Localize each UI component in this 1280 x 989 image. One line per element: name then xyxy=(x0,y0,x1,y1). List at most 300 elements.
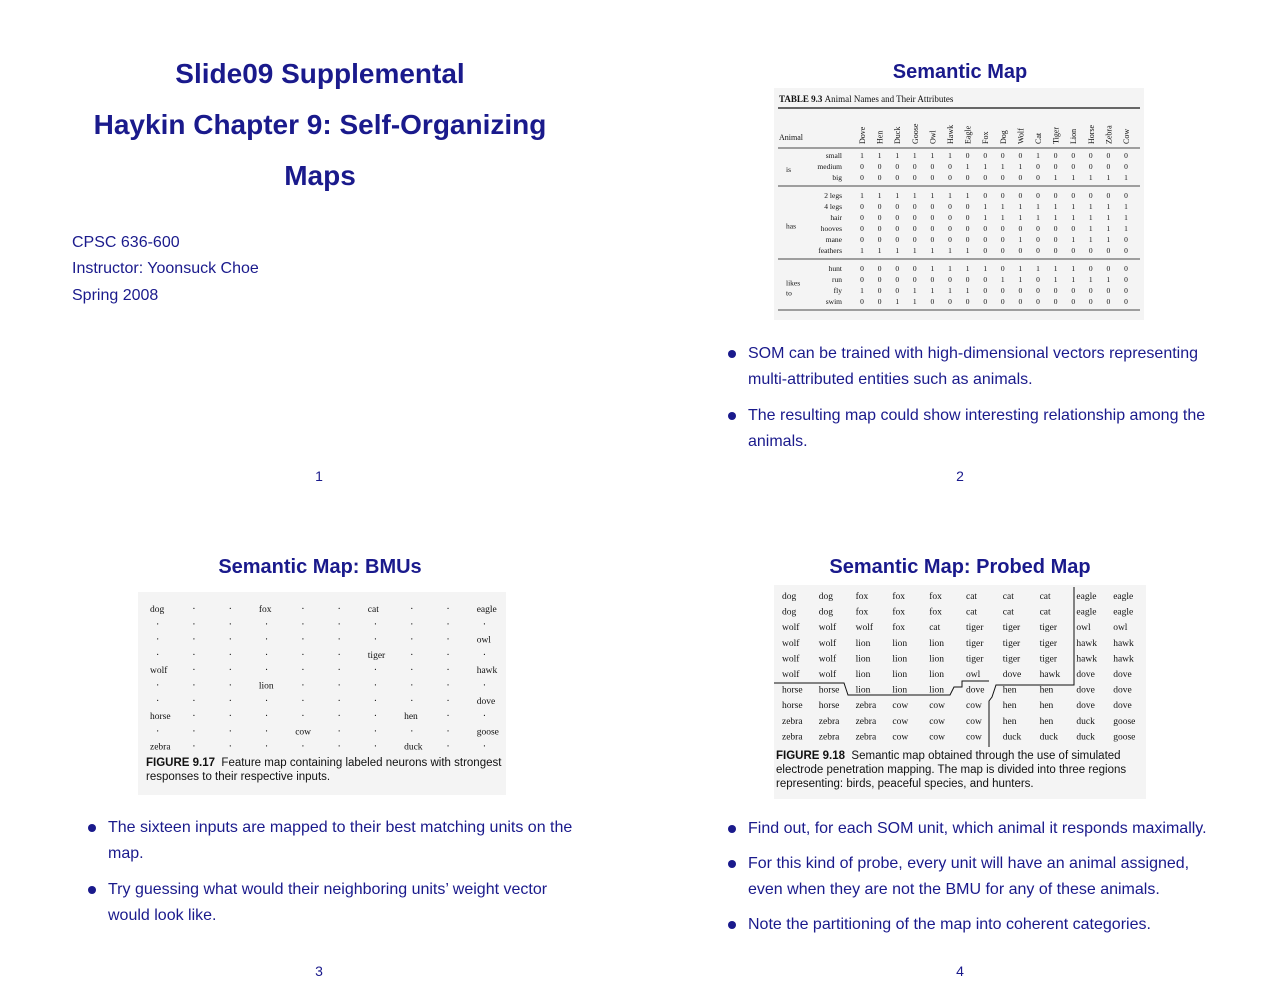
figure-9-18-caption xyxy=(776,749,1142,791)
table-cell: 0 xyxy=(1000,264,1005,273)
table-cell: 0 xyxy=(1036,191,1040,200)
table-cell: 1 xyxy=(983,162,988,171)
bullet-text: The sixteen inputs are mapped to their best matching units on the map. xyxy=(108,819,573,862)
map-unit-label: dove xyxy=(1076,701,1095,712)
map-unit-dot: · xyxy=(228,680,232,692)
map-unit-dot: · xyxy=(264,634,269,646)
map-unit-label: cow xyxy=(295,727,312,738)
map-unit-label: dog xyxy=(782,607,797,618)
map-unit-label: lion xyxy=(929,670,944,680)
map-unit-label: owl xyxy=(966,670,981,680)
table-cell: 0 xyxy=(1053,224,1058,233)
table-cell: 0 xyxy=(860,202,864,211)
map-unit-dot: · xyxy=(192,680,196,692)
animal-column-header: Horse xyxy=(1086,124,1096,144)
map-unit-label: eagle xyxy=(1113,607,1134,618)
table-cell: 0 xyxy=(877,286,882,295)
table-cell: 0 xyxy=(930,213,935,222)
map-unit-dot: · xyxy=(482,711,487,723)
map-unit-label: owl xyxy=(1113,623,1128,634)
map-unit-dot: · xyxy=(156,634,160,646)
table-cell: 1 xyxy=(1088,235,1093,244)
map-unit-label: hawk xyxy=(1076,638,1097,649)
map-unit-label: lion xyxy=(892,654,908,665)
map-unit-label: eagle xyxy=(1076,592,1097,602)
map-unit-label: wolf xyxy=(782,670,800,680)
map-unit-label: dove xyxy=(1002,670,1022,680)
table-cell: 0 xyxy=(1036,297,1040,306)
table-cell: 0 xyxy=(1088,162,1093,171)
map-unit-label: lion xyxy=(258,681,274,692)
table-cell: 1 xyxy=(1106,202,1111,211)
table-cell: 1 xyxy=(965,264,970,273)
map-unit-dot: · xyxy=(301,680,305,692)
attribute-label: big xyxy=(832,173,842,182)
table-cell: 0 xyxy=(1053,297,1058,306)
map-unit-dot: · xyxy=(156,695,160,707)
page-number-4: 4 xyxy=(956,963,964,979)
map-unit-label: tiger xyxy=(1002,638,1021,649)
table-cell: 0 xyxy=(912,202,917,211)
slide-3-title: Semantic Map: BMUs xyxy=(218,556,422,578)
map-unit-dot: · xyxy=(264,665,269,677)
table-cell: 1 xyxy=(1124,213,1128,222)
map-unit-label: eagle xyxy=(1076,607,1097,618)
map-unit-label: duck xyxy=(1076,716,1095,727)
term: Spring 2008 xyxy=(72,287,159,304)
map-unit-label: hen xyxy=(1039,716,1054,727)
map-unit-label: dog xyxy=(782,592,797,602)
map-unit-dot: · xyxy=(446,741,450,753)
group-label: likes xyxy=(786,278,801,288)
attribute-label: hooves xyxy=(820,224,842,233)
map-unit-label: fox xyxy=(855,607,869,618)
map-unit-dot: · xyxy=(228,726,232,738)
map-unit-dot: · xyxy=(337,619,341,631)
map-unit-label: cat xyxy=(929,623,941,634)
table-cell: 1 xyxy=(895,246,900,255)
map-unit-label: tiger xyxy=(966,623,984,634)
map-unit-label: wolf xyxy=(818,654,837,665)
animal-column-header: Cow xyxy=(1122,128,1131,144)
table-cell: 0 xyxy=(1088,286,1093,295)
map-unit-dot: · xyxy=(410,604,414,615)
table-cell: 0 xyxy=(948,275,952,284)
table-cell: 0 xyxy=(1106,151,1111,160)
bullet xyxy=(88,877,578,929)
map-unit-dot: · xyxy=(264,711,269,723)
table-cell: 0 xyxy=(983,286,988,295)
map-unit-dot: · xyxy=(301,649,305,661)
table-cell: 1 xyxy=(930,264,935,273)
table-cell: 0 xyxy=(983,275,988,284)
map-unit-label: cow xyxy=(892,732,909,743)
table-cell: 1 xyxy=(1053,173,1058,182)
table-cell: 0 xyxy=(1018,191,1023,200)
probed-feature-map xyxy=(774,585,1146,747)
map-unit-label: tiger xyxy=(1002,654,1021,665)
map-unit-dot: · xyxy=(337,711,341,723)
table-cell: 0 xyxy=(1088,191,1093,200)
map-unit-label: hawk xyxy=(1039,670,1061,680)
map-unit-dot: · xyxy=(446,680,450,692)
table-cell: 1 xyxy=(983,213,988,222)
map-unit-label: tiger xyxy=(966,654,984,665)
table-cell: 0 xyxy=(1106,246,1111,255)
table-cell: 0 xyxy=(877,162,882,171)
table-cell: 0 xyxy=(1053,162,1058,171)
map-unit-label: wolf xyxy=(782,654,800,665)
map-unit-dot: · xyxy=(482,649,487,661)
probed-map-image xyxy=(774,585,1146,799)
map-unit-label: lion xyxy=(892,670,908,680)
map-unit-label: hawk xyxy=(476,666,498,677)
table-cell: 1 xyxy=(1071,213,1076,222)
slide-1-title-line-2: Haykin Chapter 9: Self-Organizing xyxy=(93,109,547,140)
table-cell: 0 xyxy=(1036,162,1040,171)
animal-column-header: Wolf xyxy=(1016,128,1026,144)
animal-column-header: Dog xyxy=(998,130,1008,144)
map-unit-label: lion xyxy=(929,654,944,665)
table-cell: 0 xyxy=(912,224,917,233)
table-cell: 0 xyxy=(930,235,935,244)
animal-column-header: Fox xyxy=(981,131,991,144)
table-cell: 1 xyxy=(860,286,864,295)
map-unit-dot: · xyxy=(446,711,450,723)
figure-caption-text: Semantic map obtained through the use of simulated electrode penetration mapping. The map is divided into three regions representing: birds, peaceful species, and hunters. xyxy=(776,750,1127,790)
map-unit-dot: · xyxy=(228,634,232,646)
map-unit-dot: · xyxy=(156,619,160,631)
instructor: Instructor: Yoonsuck Choe xyxy=(72,260,259,277)
map-unit-dot: · xyxy=(446,726,450,738)
bullet-text: SOM can be trained with high-dimensional vectors representing multi-attributed entities such as animals. xyxy=(748,345,1199,388)
page-number-2: 2 xyxy=(956,468,964,484)
bmu-feature-map-image xyxy=(138,592,506,795)
table-cell: 0 xyxy=(1106,162,1111,171)
map-unit-dot: · xyxy=(192,619,196,631)
map-unit-dot: · xyxy=(446,604,450,615)
table-cell: 0 xyxy=(983,297,988,306)
table-cell: 1 xyxy=(860,151,864,160)
table-cell: 1 xyxy=(965,191,970,200)
map-unit-label: zebra xyxy=(855,732,877,743)
map-unit-label: cat xyxy=(1039,607,1051,618)
table-cell: 0 xyxy=(860,235,864,244)
table-cell: 1 xyxy=(1036,264,1040,273)
slide-4-title: Semantic Map: Probed Map xyxy=(829,556,1091,578)
map-unit-label: cat xyxy=(966,592,978,602)
map-unit-label: hen xyxy=(1039,701,1054,712)
table-cell: 0 xyxy=(983,191,988,200)
table-cell: 0 xyxy=(877,202,882,211)
table-cell: 0 xyxy=(895,264,900,273)
table-cell: 0 xyxy=(948,224,952,233)
table-cell: 0 xyxy=(1000,173,1005,182)
table-cell: 0 xyxy=(948,297,952,306)
table-cell: 1 xyxy=(948,191,952,200)
table-cell: 0 xyxy=(877,264,882,273)
table-cell: 1 xyxy=(1106,235,1111,244)
table-cell: 0 xyxy=(1018,246,1023,255)
slide-4-bullets xyxy=(728,816,1228,938)
table-cell: 1 xyxy=(1124,224,1128,233)
map-unit-dot: · xyxy=(337,649,341,661)
table-cell: 0 xyxy=(860,264,864,273)
map-unit-label: zebra xyxy=(818,732,840,743)
table-cell: 0 xyxy=(1071,224,1076,233)
animal-column-header: Tiger xyxy=(1051,126,1061,144)
table-cell: 0 xyxy=(877,173,882,182)
table-cell: 0 xyxy=(1036,246,1040,255)
map-unit-dot: · xyxy=(301,619,305,631)
table-cell: 0 xyxy=(912,173,917,182)
table-cell: 0 xyxy=(1106,264,1111,273)
map-unit-dot: · xyxy=(373,711,378,723)
animal-attribute-table xyxy=(774,88,1144,320)
map-unit-label: cow xyxy=(966,716,982,727)
map-unit-label: wolf xyxy=(782,638,800,649)
map-unit-dot: · xyxy=(337,604,341,615)
table-cell: 1 xyxy=(877,191,882,200)
map-unit-label: eagle xyxy=(1113,592,1134,602)
table-cell: 1 xyxy=(1000,162,1005,171)
map-unit-label: hen xyxy=(404,712,418,723)
table-cell: 0 xyxy=(1000,286,1005,295)
table-cell: 0 xyxy=(930,202,935,211)
map-unit-dot: · xyxy=(482,680,487,692)
map-unit-label: hen xyxy=(1002,701,1017,712)
map-unit-dot: · xyxy=(156,680,160,692)
map-unit-label: hawk xyxy=(1113,638,1134,649)
table-cell: 0 xyxy=(1036,286,1040,295)
map-unit-label: hawk xyxy=(1076,654,1097,665)
table-cell: 0 xyxy=(983,235,988,244)
table-cell: 1 xyxy=(1106,275,1111,284)
group-label: has xyxy=(786,221,796,231)
table-cell: 1 xyxy=(965,286,970,295)
table-cell: 1 xyxy=(1000,202,1005,211)
table-corner-label: Animal xyxy=(779,133,803,142)
map-unit-dot: · xyxy=(373,741,378,753)
table-cell: 0 xyxy=(895,286,900,295)
table-cell: 0 xyxy=(1000,151,1005,160)
animal-column-header: Goose xyxy=(910,123,920,144)
map-unit-dot: · xyxy=(192,711,196,723)
animal-column-header: Duck xyxy=(893,126,903,144)
map-unit-label: cat xyxy=(1002,607,1014,618)
table-cell: 0 xyxy=(930,173,935,182)
table-cell: 1 xyxy=(1053,275,1058,284)
map-unit-label: horse xyxy=(782,701,803,712)
table-cell: 1 xyxy=(1018,275,1023,284)
table-cell: 1 xyxy=(1071,275,1076,284)
map-unit-label: goose xyxy=(476,727,499,738)
table-cell: 1 xyxy=(1000,213,1005,222)
map-unit-label: fox xyxy=(892,623,906,634)
table-cell: 1 xyxy=(930,286,935,295)
attribute-label: feathers xyxy=(818,246,842,255)
bullet-text: Try guessing what would their neighboring units’ weight vector would look like. xyxy=(108,881,548,924)
map-unit-dot: · xyxy=(446,695,450,707)
table-cell: 0 xyxy=(860,213,864,222)
table-cell: 0 xyxy=(895,275,900,284)
table-cell: 1 xyxy=(895,191,900,200)
table-cell: 1 xyxy=(1018,202,1023,211)
attribute-label: mane xyxy=(825,235,842,244)
table-cell: 0 xyxy=(983,224,988,233)
table-cell: 0 xyxy=(895,202,900,211)
table-cell: 0 xyxy=(930,224,935,233)
table-cell: 0 xyxy=(1071,162,1076,171)
map-unit-label: fox xyxy=(855,592,869,602)
map-unit-dot: · xyxy=(410,726,414,738)
table-cell: 1 xyxy=(948,246,952,255)
attribute-label: 2 legs xyxy=(824,191,842,200)
map-unit-dot: · xyxy=(228,665,232,677)
table-cell: 0 xyxy=(948,213,952,222)
table-cell: 0 xyxy=(965,202,970,211)
map-unit-label: cat xyxy=(1002,592,1014,602)
bullet-icon xyxy=(88,824,96,832)
map-unit-dot: · xyxy=(264,726,269,738)
map-unit-label: wolf xyxy=(782,623,800,634)
bullet xyxy=(728,341,1218,393)
table-cell: 0 xyxy=(1018,224,1023,233)
map-unit-label: zebra xyxy=(855,716,877,727)
table-cell: 0 xyxy=(983,151,988,160)
table-cell: 0 xyxy=(1053,151,1058,160)
map-unit-dot: · xyxy=(192,741,196,753)
table-cell: 0 xyxy=(965,224,970,233)
figure-label: FIGURE 9.17 xyxy=(146,757,216,769)
table-cell: 0 xyxy=(1106,191,1111,200)
map-unit-label: lion xyxy=(855,638,871,649)
map-unit-label: tiger xyxy=(367,650,386,661)
table-cell: 1 xyxy=(930,151,935,160)
table-cell: 1 xyxy=(1071,173,1076,182)
bullet-icon xyxy=(728,825,736,833)
map-unit-dot: · xyxy=(410,665,414,677)
attribute-label: 4 legs xyxy=(824,202,842,211)
table-cell: 1 xyxy=(1018,264,1023,273)
map-unit-label: hen xyxy=(1002,685,1017,696)
table-cell: 0 xyxy=(1124,275,1128,284)
map-unit-dot: · xyxy=(228,649,232,661)
table-cell: 1 xyxy=(1018,162,1023,171)
table-cell: 1 xyxy=(1124,202,1128,211)
slide-1-title-line-1: Slide09 Supplemental xyxy=(175,58,465,89)
map-unit-dot: · xyxy=(156,649,160,661)
map-unit-label: cat xyxy=(1039,592,1051,602)
table-cell: 1 xyxy=(1036,202,1040,211)
map-unit-label: dog xyxy=(150,605,165,615)
table-cell: 0 xyxy=(912,275,917,284)
table-cell: 1 xyxy=(877,246,882,255)
map-unit-dot: · xyxy=(228,711,232,723)
table-cell: 1 xyxy=(895,151,900,160)
table-cell: 0 xyxy=(1053,286,1058,295)
page-number-3: 3 xyxy=(315,963,323,979)
table-cell: 1 xyxy=(1088,213,1093,222)
map-unit-label: dog xyxy=(818,607,834,618)
table-cell: 0 xyxy=(1018,297,1023,306)
attribute-label: small xyxy=(825,151,842,160)
bullet-text: Note the partitioning of the map into coherent categories. xyxy=(748,916,1151,933)
map-unit-label: owl xyxy=(1076,623,1091,634)
map-unit-dot: · xyxy=(482,619,487,631)
slide-2-bullets xyxy=(728,341,1218,455)
map-unit-label: lion xyxy=(929,685,944,696)
table-cell: 0 xyxy=(930,162,935,171)
map-unit-label: horse xyxy=(782,685,803,696)
map-unit-label: horse xyxy=(150,712,171,723)
table-cell: 0 xyxy=(965,297,970,306)
table-cell: 0 xyxy=(1018,286,1023,295)
table-cell: 1 xyxy=(1106,173,1111,182)
figure-label: FIGURE 9.18 xyxy=(776,750,846,762)
table-label: TABLE 9.3 xyxy=(779,94,825,104)
page-number-1: 1 xyxy=(315,468,323,484)
map-unit-label: dove xyxy=(966,685,985,696)
map-unit-label: fox xyxy=(892,592,906,602)
map-unit-label: zebra xyxy=(150,742,171,753)
map-unit-dot: · xyxy=(192,649,196,661)
map-unit-dot: · xyxy=(228,741,232,753)
table-cell: 0 xyxy=(1036,224,1040,233)
map-unit-label: eagle xyxy=(476,605,497,615)
table-cell: 1 xyxy=(1018,235,1023,244)
bullet-icon xyxy=(728,921,736,929)
table-cell: 0 xyxy=(983,246,988,255)
table-cell: 1 xyxy=(1106,213,1111,222)
attribute-label: run xyxy=(832,275,842,284)
map-unit-label: duck xyxy=(1002,732,1022,743)
group-label: is xyxy=(786,165,792,174)
map-unit-dot: · xyxy=(301,741,305,753)
map-unit-dot: · xyxy=(192,604,196,615)
attribute-label: hair xyxy=(830,213,842,222)
map-unit-label: lion xyxy=(892,685,908,696)
table-cell: 0 xyxy=(1000,235,1005,244)
animal-column-header: Hawk xyxy=(946,124,955,144)
bullet xyxy=(88,815,578,867)
map-unit-dot: · xyxy=(192,634,196,646)
table-cell: 0 xyxy=(1000,191,1005,200)
table-cell: 0 xyxy=(965,275,970,284)
table-cell: 1 xyxy=(912,286,917,295)
table-cell: 0 xyxy=(1036,235,1040,244)
map-unit-dot: · xyxy=(264,741,269,753)
map-unit-dot: · xyxy=(446,619,450,631)
map-unit-label: cat xyxy=(966,607,978,618)
map-unit-dot: · xyxy=(156,726,160,738)
map-unit-label: fox xyxy=(929,607,942,618)
bullet-icon xyxy=(728,860,736,868)
table-cell: 0 xyxy=(965,213,970,222)
map-unit-dot: · xyxy=(228,619,232,631)
map-unit-dot: · xyxy=(373,695,378,707)
map-unit-dot: · xyxy=(337,634,341,646)
table-cell: 1 xyxy=(965,246,970,255)
map-unit-label: goose xyxy=(1113,732,1136,743)
table-cell: 1 xyxy=(1106,224,1111,233)
table-cell: 0 xyxy=(1053,246,1058,255)
map-unit-dot: · xyxy=(264,619,269,631)
map-unit-label: owl xyxy=(476,635,491,646)
attribute-label: fly xyxy=(833,286,842,295)
map-unit-label: wolf xyxy=(818,670,837,680)
table-cell: 1 xyxy=(912,246,917,255)
